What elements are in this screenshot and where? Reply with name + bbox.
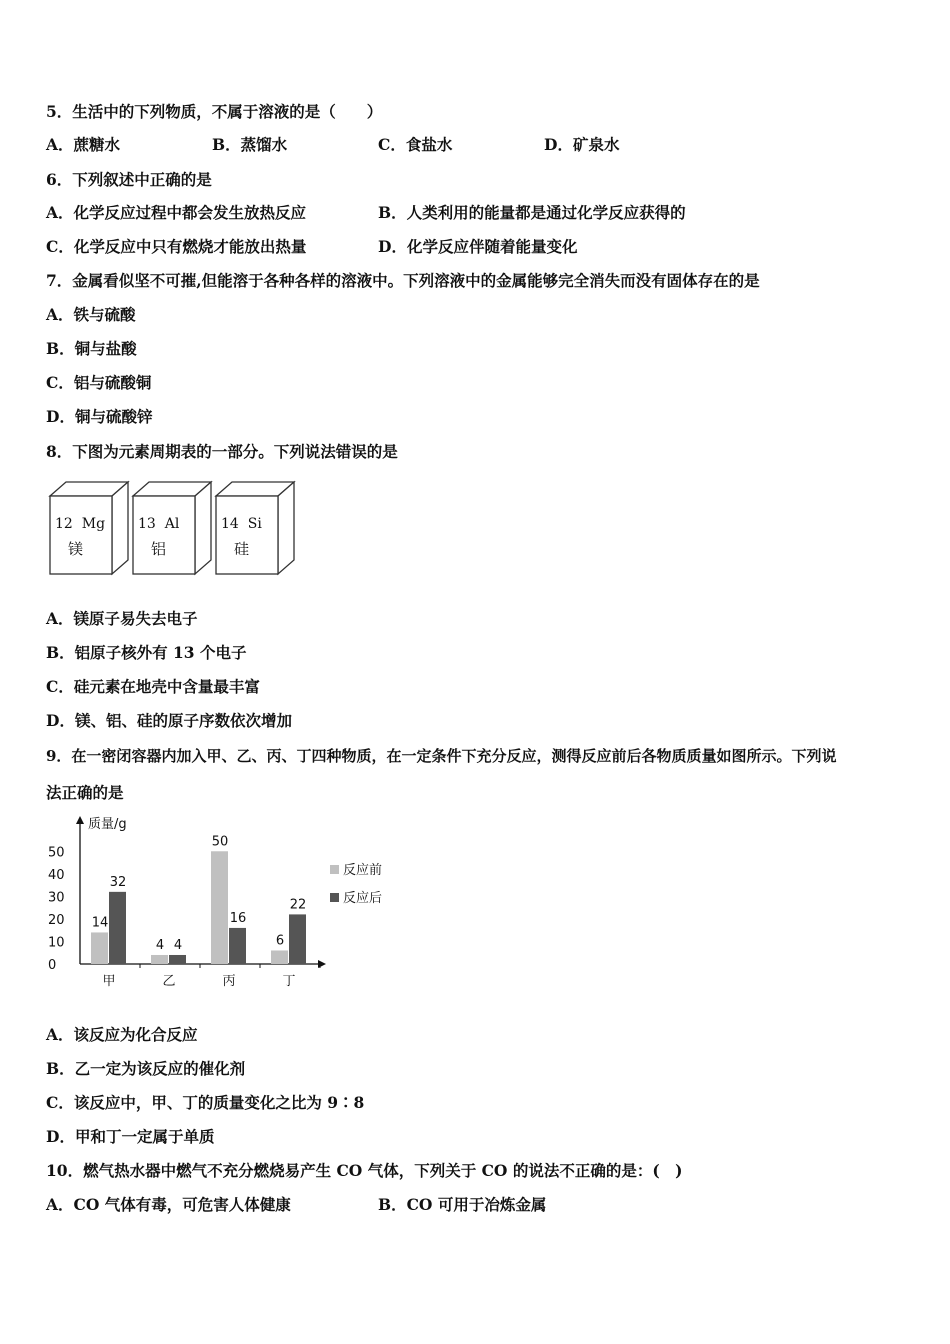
q7-option-d: D．铜与硫酸锌 xyxy=(46,407,153,426)
y-tick-label: 30 xyxy=(48,890,65,906)
y-axis-title: 质量/g xyxy=(88,817,127,832)
element-symbol: Mg xyxy=(81,516,106,532)
y-tick-label: 40 xyxy=(48,867,65,883)
bar-反应前 xyxy=(151,955,168,964)
y-tick-label: 50 xyxy=(48,845,65,861)
x-tick-label: 乙 xyxy=(162,974,176,989)
q6-stem: 6．下列叙述中正确的是 xyxy=(46,170,212,189)
bar-反应后 xyxy=(169,955,186,964)
q5-option-c: C．食盐水 xyxy=(378,135,453,154)
q8-stem: 8．下图为元素周期表的一部分。下列说法错误的是 xyxy=(46,442,398,461)
q6-option-c: C．化学反应中只有燃烧才能放出热量 xyxy=(46,237,307,256)
mass-bar-chart xyxy=(40,812,400,992)
y-tick-label: 20 xyxy=(48,912,65,928)
bar-value-label: 16 xyxy=(229,910,247,926)
q9-option-d: D．甲和丁一定属于单质 xyxy=(46,1127,215,1146)
bar-反应后 xyxy=(229,928,246,964)
element-name: 硅 xyxy=(234,540,250,558)
x-tick-label: 丙 xyxy=(222,974,236,989)
q10-option-a: A．CO 气体有毒，可危害人体健康 xyxy=(46,1195,291,1214)
element-cube-al xyxy=(131,480,211,576)
bar-反应前 xyxy=(271,950,288,964)
q7-stem: 7．金属看似坚不可摧,但能溶于各种各样的溶液中。下列溶液中的金属能够完全消失而没有固体存在的是 xyxy=(46,271,760,290)
bar-反应前 xyxy=(211,851,228,964)
element-symbol: Si xyxy=(247,516,262,532)
x-tick-label: 甲 xyxy=(102,974,116,989)
element-number: 14 xyxy=(221,516,239,532)
legend-label: 反应后 xyxy=(343,891,383,906)
chart-legend xyxy=(330,862,382,906)
q5-option-d: D．矿泉水 xyxy=(544,135,620,154)
legend-label: 反应前 xyxy=(343,863,383,878)
q5-stem: 5．生活中的下列物质，不属于溶液的是（ ） xyxy=(46,102,383,121)
chart-bars xyxy=(91,851,306,964)
bar-反应后 xyxy=(109,892,126,964)
element-cube-mg xyxy=(48,480,128,576)
y-axis-arrow xyxy=(76,816,84,824)
q7-option-c: C．铝与硫酸铜 xyxy=(46,373,152,392)
element-cube-si xyxy=(214,480,294,576)
x-axis-arrow xyxy=(318,960,326,968)
q5-option-a: A．蔗糖水 xyxy=(46,135,121,154)
q6-option-d: D．化学反应伴随着能量变化 xyxy=(378,237,578,256)
bar-value-label: 4 xyxy=(173,937,183,953)
element-symbol: Al xyxy=(164,516,180,532)
q10-stem: 10．燃气热水器中燃气不充分燃烧易产生 CO 气体，下列关于 CO 的说法不正确的是：( ) xyxy=(46,1161,683,1180)
q9-stem-line2: 法正确的是 xyxy=(46,783,124,802)
q9-stem-line1: 9．在一密闭容器内加入甲、乙、丙、丁四种物质，在一定条件下充分反应，测得反应前后各物质质量如图所示。下列说 xyxy=(46,747,837,765)
bar-value-label: 32 xyxy=(109,874,127,890)
bar-value-label: 50 xyxy=(211,834,229,850)
q10-option-b: B．CO 可用于冶炼金属 xyxy=(378,1195,547,1214)
legend-swatch xyxy=(330,893,339,902)
q6-option-a: A．化学反应过程中都会发生放热反应 xyxy=(46,203,307,222)
q7-option-b: B．铜与盐酸 xyxy=(46,339,137,358)
q6-option-b: B．人类利用的能量都是通过化学反应获得的 xyxy=(378,203,686,222)
bar-value-label: 14 xyxy=(91,915,109,931)
q9-option-c: C．该反应中，甲、丁的质量变化之比为 9∶8 xyxy=(46,1093,365,1112)
element-name: 镁 xyxy=(68,540,84,558)
q9-option-b: B．乙一定为该反应的催化剂 xyxy=(46,1059,246,1078)
y-tick-label: 0 xyxy=(48,958,57,973)
q9-option-a: A．该反应为化合反应 xyxy=(46,1025,198,1044)
bar-value-label: 22 xyxy=(289,897,307,913)
x-tick-label: 丁 xyxy=(282,974,296,989)
bar-value-label: 6 xyxy=(275,933,285,949)
legend-swatch xyxy=(330,865,339,874)
q8-option-c: C．硅元素在地壳中含量最丰富 xyxy=(46,677,260,696)
q8-option-d: D．镁、铝、硅的原子序数依次增加 xyxy=(46,711,292,730)
q7-option-a: A．铁与硫酸 xyxy=(46,305,136,324)
element-number: 13 xyxy=(138,516,156,532)
q8-option-b: B．铝原子核外有 13 个电子 xyxy=(46,643,247,662)
q5-option-b: B．蒸馏水 xyxy=(212,135,288,154)
bar-value-label: 4 xyxy=(155,937,165,953)
element-name: 铝 xyxy=(151,540,167,558)
q8-option-a: A．镁原子易失去电子 xyxy=(46,609,198,628)
bar-反应后 xyxy=(289,914,306,964)
element-number: 12 xyxy=(55,516,73,532)
bar-反应前 xyxy=(91,932,108,964)
y-tick-label: 10 xyxy=(48,935,65,951)
